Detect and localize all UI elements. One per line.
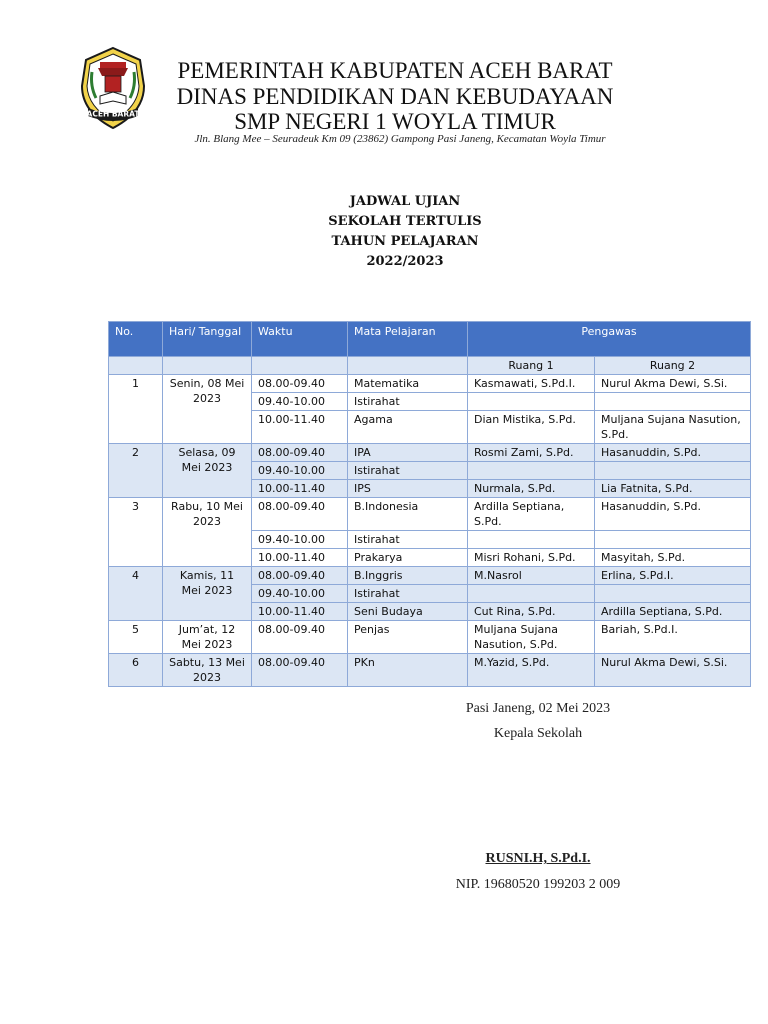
cell-ruang-1 xyxy=(468,462,595,480)
cell-waktu: 09.40-10.00 xyxy=(252,393,348,411)
cell-ruang-1 xyxy=(468,531,595,549)
cell-ruang-1: Ardilla Septiana, S.Pd. xyxy=(468,498,595,531)
signature-role: Kepala Sekolah xyxy=(493,726,583,741)
cell-ruang-1: Cut Rina, S.Pd. xyxy=(468,603,595,621)
cell-waktu: 08.00-09.40 xyxy=(252,567,348,585)
cell-waktu: 10.00-11.40 xyxy=(252,411,348,444)
cell-mapel: Agama xyxy=(348,411,468,444)
subheader-empty xyxy=(252,357,348,375)
cell-waktu: 10.00-11.40 xyxy=(252,603,348,621)
cell-hari: Selasa, 09 Mei 2023 xyxy=(163,444,252,498)
cell-ruang-2 xyxy=(595,585,751,603)
header-hari: Hari/ Tanggal xyxy=(163,322,252,357)
cell-ruang-2: Hasanuddin, S.Pd. xyxy=(595,498,751,531)
cell-ruang-1: Dian Mistika, S.Pd. xyxy=(468,411,595,444)
cell-mapel: Istirahat xyxy=(348,393,468,411)
letterhead-address: Jln. Blang Mee – Seuradeuk Km 09 (23862) Gampong Pasi Janeng, Kecamatan Woyla Timur xyxy=(194,133,606,145)
subheader-empty xyxy=(163,357,252,375)
cell-waktu: 09.40-10.00 xyxy=(252,531,348,549)
cell-waktu: 08.00-09.40 xyxy=(252,498,348,531)
cell-ruang-1: Rosmi Zami, S.Pd. xyxy=(468,444,595,462)
cell-mapel: Prakarya xyxy=(348,549,468,567)
logo-text: ACEH BARAT xyxy=(86,109,140,119)
cell-mapel: Seni Budaya xyxy=(348,603,468,621)
cell-ruang-2 xyxy=(595,531,751,549)
cell-waktu: 10.00-11.40 xyxy=(252,549,348,567)
cell-waktu: 10.00-11.40 xyxy=(252,480,348,498)
cell-waktu: 08.00-09.40 xyxy=(252,444,348,462)
cell-ruang-1: M.Nasrol xyxy=(468,567,595,585)
header-no: No. xyxy=(109,322,163,357)
cell-waktu: 09.40-10.00 xyxy=(252,585,348,603)
cell-mapel: B.Indonesia xyxy=(348,498,468,531)
cell-ruang-2: Nurul Akma Dewi, S.Si. xyxy=(595,654,751,687)
schedule-body xyxy=(109,375,751,687)
header-pengawas: Pengawas xyxy=(468,322,751,357)
cell-ruang-2: Muljana Sujana Nasution, S.Pd. xyxy=(595,411,751,444)
subheader-empty xyxy=(109,357,163,375)
cell-mapel: Matematika xyxy=(348,375,468,393)
cell-ruang-2 xyxy=(595,462,751,480)
title-line-4: 2022/2023 xyxy=(366,254,444,269)
cell-ruang-1: Nurmala, S.Pd. xyxy=(468,480,595,498)
cell-no: 5 xyxy=(109,621,163,654)
cell-ruang-1: Misri Rohani, S.Pd. xyxy=(468,549,595,567)
cell-ruang-2: Hasanuddin, S.Pd. xyxy=(595,444,751,462)
cell-no: 4 xyxy=(109,567,163,621)
header-waktu: Waktu xyxy=(252,322,348,357)
letterhead-department: DINAS PENDIDIKAN DAN KEBUDAYAAN xyxy=(176,84,614,109)
exam-schedule-table xyxy=(108,321,751,687)
cell-ruang-1: Muljana Sujana Nasution, S.Pd. xyxy=(468,621,595,654)
cell-ruang-2: Bariah, S.Pd.I. xyxy=(595,621,751,654)
cell-no: 1 xyxy=(109,375,163,444)
cell-mapel: IPA xyxy=(348,444,468,462)
cell-ruang-2: Lia Fatnita, S.Pd. xyxy=(595,480,751,498)
cell-ruang-1: M.Yazid, S.Pd. xyxy=(468,654,595,687)
cell-mapel: IPS xyxy=(348,480,468,498)
schedule-row xyxy=(109,444,751,462)
cell-ruang-2: Masyitah, S.Pd. xyxy=(595,549,751,567)
document-title xyxy=(0,192,768,272)
header-ruang-2: Ruang 2 xyxy=(595,357,751,375)
cell-no: 6 xyxy=(109,654,163,687)
cell-ruang-1 xyxy=(468,585,595,603)
cell-hari: Sabtu, 13 Mei 2023 xyxy=(163,654,252,687)
schedule-row xyxy=(109,498,751,531)
cell-ruang-1 xyxy=(468,393,595,411)
cell-ruang-2: Ardilla Septiana, S.Pd. xyxy=(595,603,751,621)
cell-mapel: B.Inggris xyxy=(348,567,468,585)
schedule-row xyxy=(109,621,751,654)
cell-hari: Senin, 08 Mei 2023 xyxy=(163,375,252,444)
title-line-1: JADWAL UJIAN xyxy=(349,194,461,209)
signature-name: RUSNI.H, S.Pd.I. xyxy=(485,851,591,866)
cell-ruang-1: Kasmawati, S.Pd.I. xyxy=(468,375,595,393)
schedule-row xyxy=(109,654,751,687)
cell-hari: Kamis, 11 Mei 2023 xyxy=(163,567,252,621)
cell-mapel: PKn xyxy=(348,654,468,687)
signature-nip: NIP. 19680520 199203 2 009 xyxy=(455,877,621,892)
cell-ruang-2: Nurul Akma Dewi, S.Si. xyxy=(595,375,751,393)
signature-place-date: Pasi Janeng, 02 Mei 2023 xyxy=(465,701,611,716)
cell-ruang-2 xyxy=(595,393,751,411)
cell-ruang-2: Erlina, S.Pd.I. xyxy=(595,567,751,585)
title-line-3: TAHUN PELAJARAN xyxy=(331,234,479,249)
title-line-2: SEKOLAH TERTULIS xyxy=(328,214,482,229)
cell-no: 2 xyxy=(109,444,163,498)
header-ruang-1: Ruang 1 xyxy=(468,357,595,375)
letterhead-school: SMP NEGERI 1 WOYLA TIMUR xyxy=(234,109,556,134)
cell-waktu: 08.00-09.40 xyxy=(252,654,348,687)
cell-mapel: Istirahat xyxy=(348,531,468,549)
aceh-barat-logo xyxy=(78,46,148,130)
cell-hari: Rabu, 10 Mei 2023 xyxy=(163,498,252,567)
cell-no: 3 xyxy=(109,498,163,567)
cell-waktu: 08.00-09.40 xyxy=(252,621,348,654)
cell-waktu: 08.00-09.40 xyxy=(252,375,348,393)
header-mapel: Mata Pelajaran xyxy=(348,322,468,357)
schedule-row xyxy=(109,567,751,585)
cell-mapel: Penjas xyxy=(348,621,468,654)
cell-waktu: 09.40-10.00 xyxy=(252,462,348,480)
cell-mapel: Istirahat xyxy=(348,585,468,603)
subheader-empty xyxy=(348,357,468,375)
letterhead-government: PEMERINTAH KABUPATEN ACEH BARAT xyxy=(177,58,613,83)
schedule-row xyxy=(109,375,751,393)
cell-hari: Jum’at, 12 Mei 2023 xyxy=(163,621,252,654)
cell-mapel: Istirahat xyxy=(348,462,468,480)
